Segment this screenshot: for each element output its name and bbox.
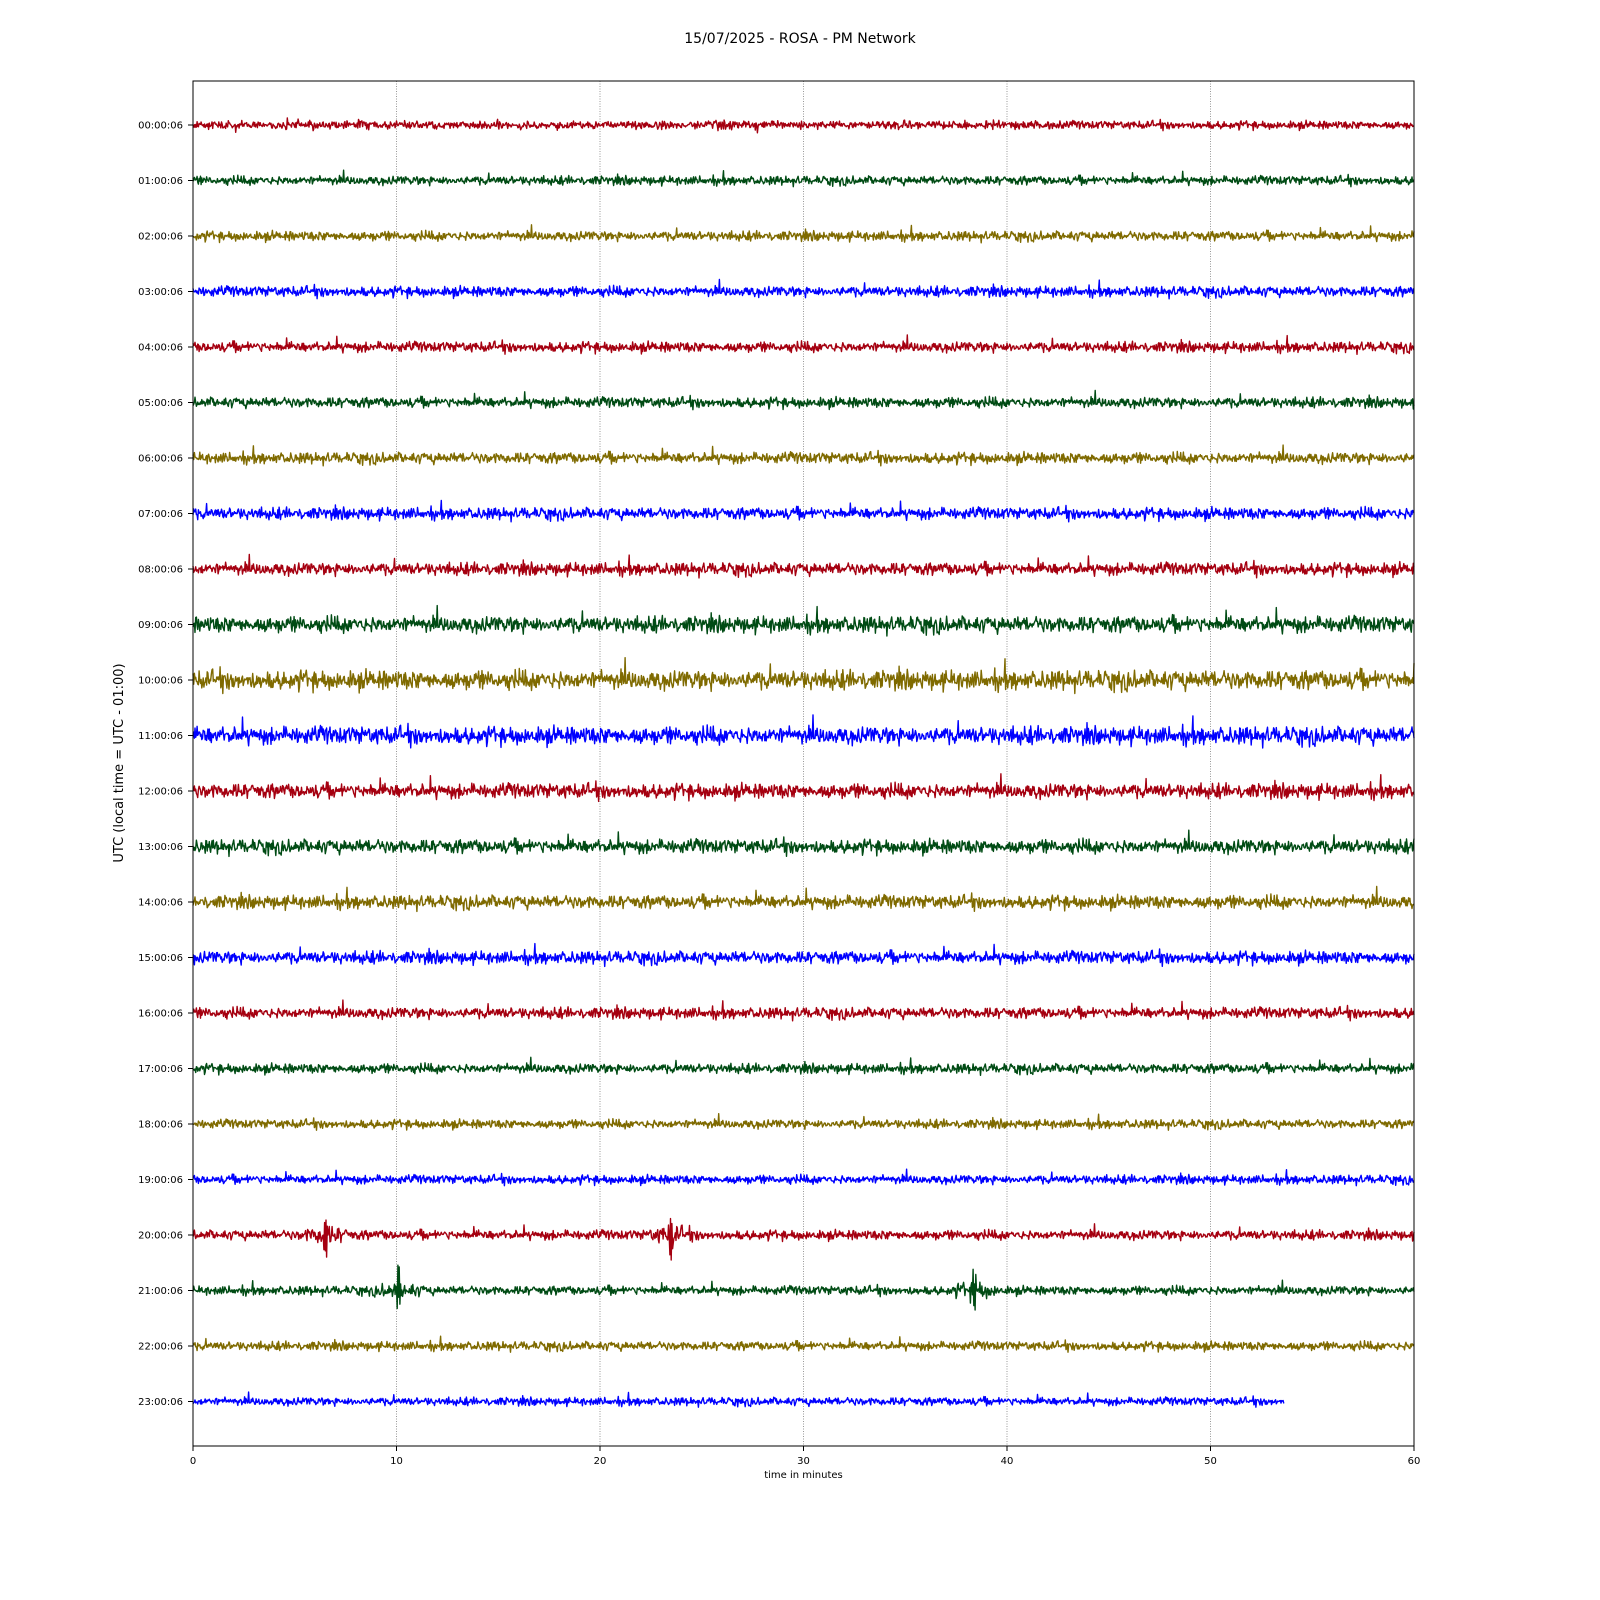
x-ticks	[190, 1446, 1421, 1467]
y-tick-label: 03:00:06	[138, 287, 183, 298]
y-tick-label: 17:00:06	[138, 1064, 183, 1075]
y-tick-label: 19:00:06	[138, 1175, 183, 1186]
chart-title: 15/07/2025 - ROSA - PM Network	[684, 31, 916, 47]
y-tick-label: 04:00:06	[138, 342, 183, 354]
y-tick-label: 18:00:06	[138, 1119, 183, 1131]
y-tick-label: 21:00:06	[138, 1286, 183, 1297]
y-tick-label: 05:00:06	[138, 398, 183, 409]
x-axis-label: time in minutes	[764, 1470, 843, 1481]
y-tick-label: 20:00:06	[138, 1230, 183, 1242]
x-tick-label: 60	[1407, 1456, 1421, 1467]
trace-00-00-06	[193, 118, 1414, 133]
y-tick-label: 16:00:06	[138, 1008, 183, 1020]
y-tick-label: 00:00:06	[138, 120, 183, 132]
y-tick-label: 06:00:06	[138, 453, 183, 465]
x-tick-label: 50	[1204, 1456, 1217, 1467]
y-tick-label: 23:00:06	[138, 1397, 183, 1408]
y-tick-label: 14:00:06	[138, 897, 183, 909]
x-tick-label: 20	[593, 1456, 607, 1467]
x-tick-label: 40	[1000, 1456, 1014, 1467]
y-tick-label: 10:00:06	[138, 675, 183, 687]
trace-10-00-06	[193, 658, 1414, 694]
trace-15-00-06	[193, 944, 1414, 967]
y-tick-label: 02:00:06	[138, 231, 183, 243]
trace-12-00-06	[193, 774, 1414, 802]
y-ticks	[138, 121, 193, 1409]
y-tick-label: 13:00:06	[138, 842, 183, 853]
trace-02-00-06	[193, 225, 1414, 243]
y-tick-label: 12:00:06	[138, 786, 183, 798]
y-tick-label: 11:00:06	[138, 731, 183, 742]
y-tick-label: 15:00:06	[138, 953, 183, 964]
x-tick-label: 30	[797, 1456, 810, 1467]
y-tick-label: 09:00:06	[138, 620, 183, 631]
trace-16-00-06	[193, 1000, 1414, 1021]
y-tick-label: 07:00:06	[138, 509, 183, 520]
y-axis-label: UTC (local time = UTC - 01:00)	[112, 663, 127, 863]
trace-17-00-06	[193, 1057, 1414, 1075]
y-tick-label: 01:00:06	[138, 176, 183, 187]
x-tick-label: 0	[189, 1456, 197, 1467]
trace-06-00-06	[193, 445, 1414, 466]
x-tick-label: 10	[390, 1456, 403, 1467]
trace-23-00-06	[193, 1392, 1284, 1407]
y-tick-label: 08:00:06	[138, 564, 183, 576]
y-tick-label: 22:00:06	[138, 1341, 183, 1353]
